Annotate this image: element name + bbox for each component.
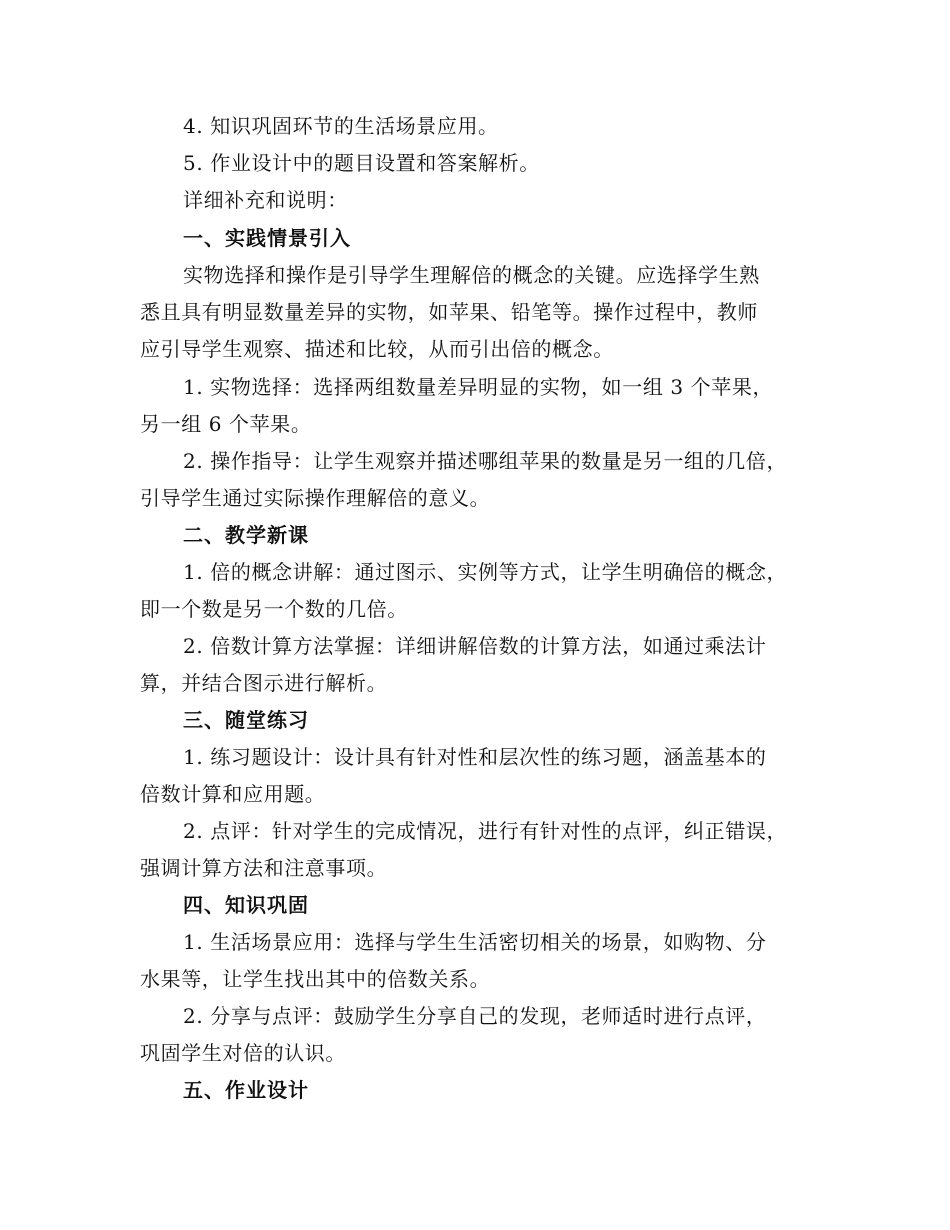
section-4-item-2 bbox=[140, 998, 810, 1072]
text-line: 1. 倍的概念讲解：通过图示、实例等方式，让学生明确倍的概念， bbox=[183, 560, 788, 584]
text-line: 2. 点评：针对学生的完成情况，进行有针对性的点评，纠正错误， bbox=[183, 819, 788, 843]
text-line: 详细补充和说明： bbox=[183, 188, 348, 212]
text-line: 应引导学生观察、描述和比较，从而引出倍的概念。 bbox=[140, 337, 614, 361]
section-3-item-1 bbox=[140, 739, 810, 813]
text-line: 算，并结合图示进行解析。 bbox=[140, 671, 388, 695]
section-1-item-2 bbox=[140, 443, 810, 517]
text-line: 悉且具有明显数量差异的实物，如苹果、铅笔等。操作过程中，教师 bbox=[140, 300, 758, 324]
text-line: 1. 生活场景应用：选择与学生生活密切相关的场景，如购物、分 bbox=[183, 930, 767, 954]
section-4-heading: 四、知识巩固 bbox=[183, 893, 309, 917]
section-3-item-2 bbox=[140, 813, 810, 887]
section-2-item-1 bbox=[140, 554, 810, 628]
intro-item-4 bbox=[140, 108, 810, 145]
text-line: 巩固学生对倍的认识。 bbox=[140, 1041, 346, 1065]
section-1-item-1 bbox=[140, 369, 810, 443]
text-line: 1. 实物选择：选择两组数量差异明显的实物，如一组 3 个苹果， bbox=[183, 375, 774, 399]
section-2-item-2 bbox=[140, 628, 810, 702]
section-1-heading: 一、实践情景引入 bbox=[183, 226, 351, 250]
text-line: 2. 倍数计算方法掌握：详细讲解倍数的计算方法，如通过乘法计 bbox=[183, 634, 767, 658]
section-1-paragraph bbox=[140, 257, 810, 368]
section-2-heading: 二、教学新课 bbox=[183, 523, 309, 547]
text-line: 5. 作业设计中的题目设置和答案解析。 bbox=[183, 151, 540, 175]
section-5-heading: 五、作业设计 bbox=[183, 1078, 309, 1102]
text-line: 另一组 6 个苹果。 bbox=[140, 412, 312, 436]
section-4-item-1 bbox=[140, 924, 810, 998]
text-line: 水果等，让学生找出其中的倍数关系。 bbox=[140, 967, 491, 991]
intro-item-5 bbox=[140, 145, 810, 182]
text-line: 引导学生通过实际操作理解倍的意义。 bbox=[140, 486, 491, 510]
text-line: 倍数计算和应用题。 bbox=[140, 782, 326, 806]
text-line: 4. 知识巩固环节的生活场景应用。 bbox=[183, 114, 499, 138]
text-line: 2. 操作指导：让学生观察并描述哪组苹果的数量是另一组的几倍， bbox=[183, 449, 788, 473]
text-line: 即一个数是另一个数的几倍。 bbox=[140, 597, 408, 621]
intro-label bbox=[140, 182, 810, 219]
text-line: 实物选择和操作是引导学生理解倍的概念的关键。应选择学生熟 bbox=[183, 263, 760, 287]
text-line: 强调计算方法和注意事项。 bbox=[140, 856, 388, 880]
text-line: 2. 分享与点评：鼓励学生分享自己的发现，老师适时进行点评， bbox=[183, 1004, 767, 1028]
section-3-heading: 三、随堂练习 bbox=[183, 708, 309, 732]
text-line: 1. 练习题设计：设计具有针对性和层次性的练习题，涵盖基本的 bbox=[183, 745, 767, 769]
